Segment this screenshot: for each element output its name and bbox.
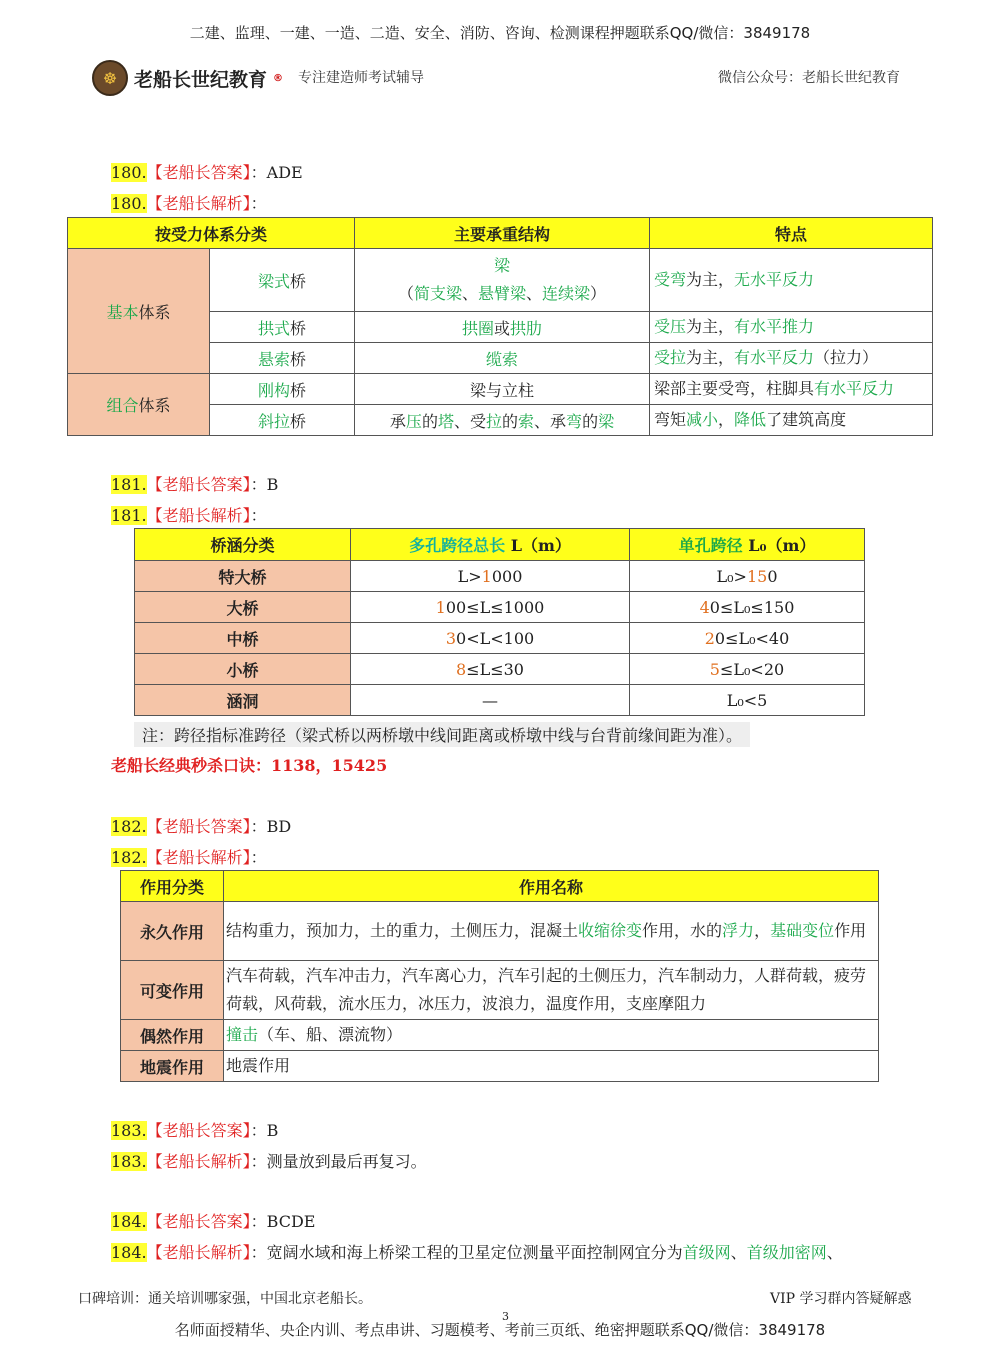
feature <box>650 405 933 436</box>
text-segment: 、受 <box>453 411 486 431</box>
text-segment: ， <box>718 410 735 429</box>
text-segment: 为主， <box>686 348 735 367</box>
highlighted-text: 梁式 <box>257 271 290 291</box>
text-segment: 、 <box>826 1243 843 1262</box>
text-segment: ） <box>590 284 607 303</box>
header-cell: 作用分类 <box>121 871 224 902</box>
page-number: 3 <box>502 1310 509 1323</box>
single-span <box>630 685 865 716</box>
text-segment: L₀<5 <box>726 690 768 710</box>
text-segment: 000 <box>491 566 523 586</box>
highlighted-text: 受压 <box>654 317 687 336</box>
highlighted-text: 拉 <box>485 411 502 431</box>
highlighted-text: 15 <box>746 566 768 586</box>
action-names <box>224 1051 879 1082</box>
highlighted-text: 组合 <box>106 396 139 415</box>
bridge-class: 大桥 <box>135 592 351 623</box>
table-row <box>135 592 865 623</box>
text-segment: （ <box>397 284 414 303</box>
highlighted-text: 无水平反力 <box>734 270 815 289</box>
action-names <box>224 961 879 1020</box>
highlighted-text: 梁 <box>493 256 510 275</box>
highlighted-text: 首级网 <box>682 1243 731 1262</box>
q183-answer: 183.【老船长答案】：B <box>111 1121 279 1140</box>
mnemonic: 老船长经典秒杀口诀：1138，15425 <box>111 756 388 775</box>
header-cell <box>135 529 351 561</box>
text-segment: 梁与立柱 <box>469 380 534 400</box>
bridge-span-table <box>134 528 865 716</box>
text-segment: 作用 <box>834 921 867 940</box>
text-segment: 桥 <box>290 349 307 369</box>
registered-mark: ® <box>273 72 284 84</box>
highlighted-text: 有水平推力 <box>734 317 815 336</box>
bridge-class: 涵洞 <box>135 685 351 716</box>
main-structure <box>355 249 650 312</box>
text-segment: 地震作用 <box>226 1056 291 1075</box>
text-segment: ≤L≤30 <box>466 659 524 679</box>
footer-left: 口碑培训：通关培训哪家强，中国北京老船长。 <box>78 1291 372 1307</box>
single-span <box>630 561 865 592</box>
table-row <box>121 902 879 961</box>
text-segment: 、 <box>461 284 478 303</box>
highlighted-text: 简支梁 <box>413 284 462 303</box>
table-row <box>68 249 933 312</box>
text-segment: 的 <box>582 411 599 431</box>
text-segment: 桥 <box>290 380 307 400</box>
group-combined <box>68 374 210 436</box>
table-row <box>135 654 865 685</box>
action-table <box>120 870 879 1082</box>
header-cell <box>630 529 865 561</box>
q181-analysis: 181.【老船长解析】： <box>111 506 267 525</box>
single-span <box>630 623 865 654</box>
text-segment: L（m） <box>505 536 571 555</box>
highlighted-text: 1 <box>435 597 446 617</box>
text-segment: 梁部主要受弯，柱脚具 <box>654 379 815 398</box>
text-segment: （拉力） <box>814 348 879 367</box>
highlighted-text: 5 <box>709 659 720 679</box>
highlighted-text: 塔 <box>437 411 454 431</box>
text-segment: 0≤L₀≤150 <box>709 597 795 617</box>
bridge-class: 中桥 <box>135 623 351 654</box>
text-segment: 为主， <box>686 270 735 289</box>
main-structure <box>355 343 650 374</box>
wechat-account: 微信公众号：老船长世纪教育 <box>718 70 900 86</box>
table-row <box>121 1020 879 1051</box>
text-segment: （车、船、漂流物） <box>258 1025 403 1044</box>
single-span <box>630 654 865 685</box>
highlighted-text: 减小 <box>686 410 719 429</box>
tagline: 专注建造师考试辅导 <box>298 70 424 86</box>
highlighted-text: 3 <box>445 628 457 648</box>
highlighted-text: 基础变位 <box>770 921 835 940</box>
highlighted-text: 多孔跨径总长 <box>409 536 506 555</box>
action-category: 偶然作用 <box>121 1020 224 1051</box>
bridge-type <box>210 374 355 405</box>
highlighted-text: 拱式 <box>257 318 290 338</box>
total-length <box>351 685 630 716</box>
table-row <box>68 374 933 405</box>
table-row <box>121 1051 879 1082</box>
highlighted-text: 缆索 <box>485 349 518 369</box>
text-segment: 的 <box>421 411 438 431</box>
q180-answer: 180.【老船长答案】：ADE <box>111 163 303 182</box>
text-segment: 弯矩 <box>654 410 687 429</box>
highlighted-text: 压 <box>405 411 422 431</box>
text-segment: 汽车荷载，汽车冲击力，汽车离心力，汽车引起的土侧压力，汽车制动力，人群荷载，疲劳荷载，风荷载，流水压力，冰压力，波浪力，温度作用，支座摩阻力 <box>226 966 867 1013</box>
highlighted-text: 受拉 <box>654 348 687 367</box>
text-segment: 作用，水的 <box>642 921 723 940</box>
text-segment: 桥 <box>290 318 307 338</box>
q181-answer: 181.【老船长答案】：B <box>111 475 279 494</box>
text-segment: 、 <box>730 1243 747 1262</box>
text-segment: 0≤L₀<40 <box>714 628 790 648</box>
text-segment: 为主， <box>686 317 735 336</box>
logo <box>92 60 283 96</box>
text-segment: — <box>482 690 498 710</box>
highlighted-text: 8 <box>456 659 467 679</box>
table-row <box>121 871 879 902</box>
group-basic <box>68 249 210 374</box>
highlighted-text: 刚构 <box>257 380 290 400</box>
feature <box>650 374 933 405</box>
action-names <box>224 902 879 961</box>
main-structure <box>355 374 650 405</box>
q183-analysis: 183.【老船长解析】：测量放到最后再复习。 <box>111 1152 427 1171</box>
text-segment: 结构重力，预加力，土的重力，土侧压力，混凝土 <box>226 921 579 940</box>
highlighted-text: 斜拉 <box>257 411 290 431</box>
highlighted-text: 2 <box>704 628 715 648</box>
text-segment: ：宽阔水域和海上桥梁工程的卫星定位测量平面控制网宜分为 <box>250 1243 683 1262</box>
text-segment: 体系 <box>138 302 171 322</box>
highlighted-text: 有水平反力 <box>814 379 895 398</box>
text-segment: 桥涵分类 <box>210 536 275 555</box>
table-row <box>135 529 865 561</box>
footer-right: VIP 学习群内答疑解惑 <box>770 1291 912 1307</box>
header-cell: 作用名称 <box>224 871 879 902</box>
feature <box>650 343 933 374</box>
text-segment: ， <box>754 921 771 940</box>
text-segment: 、承 <box>534 411 567 431</box>
text-segment: 了建筑高度 <box>766 410 847 429</box>
highlighted-text: 悬臂梁 <box>477 284 526 303</box>
text-segment: L> <box>457 566 482 586</box>
highlighted-text: 浮力 <box>722 921 755 940</box>
table-row <box>135 685 865 716</box>
action-category: 可变作用 <box>121 961 224 1020</box>
highlighted-text: 4 <box>699 597 710 617</box>
highlighted-text: 受弯 <box>654 270 687 289</box>
text-segment: ≤L₀<20 <box>719 659 785 679</box>
highlighted-text: 收缩徐变 <box>578 921 643 940</box>
table-row <box>135 561 865 592</box>
total-length <box>351 623 630 654</box>
span-note: 注：跨径指标准跨径（梁式桥以两桥墩中线间距离或桥墩中线与台背前缘间距为准）。 <box>134 722 750 747</box>
highlighted-text: 有水平反力 <box>734 348 815 367</box>
highlighted-text: 首级加密网 <box>746 1243 827 1262</box>
text-segment: 的 <box>502 411 519 431</box>
bridge-class: 特大桥 <box>135 561 351 592</box>
q182-analysis: 182.【老船长解析】： <box>111 848 267 867</box>
highlighted-text: 单孔跨径 <box>678 536 743 555</box>
q184-answer: 184.【老船长答案】：BCDE <box>111 1212 316 1231</box>
highlighted-text: 基本 <box>106 302 139 322</box>
action-category: 永久作用 <box>121 902 224 961</box>
q184-analysis: 184.【老船长解析】：宽阔水域和海上桥梁工程的卫星定位测量平面控制网宜分为首级网、首级加密网、 <box>111 1243 843 1262</box>
text-segment: 或 <box>493 318 510 338</box>
ship-wheel-logo-icon: ☸ <box>92 60 128 96</box>
bridge-system-table <box>67 217 933 436</box>
single-span <box>630 592 865 623</box>
highlighted-text: 连续梁 <box>542 284 591 303</box>
total-length <box>351 592 630 623</box>
highlighted-text: 索 <box>518 411 535 431</box>
footer-bottom: 名师面授精华、央企内训、考点串讲、习题模考、考前三页纸、绝密押题联系QQ/微信：3849178 <box>174 1321 826 1339</box>
text-segment: L₀> <box>716 566 747 586</box>
text-segment: 00≤L≤1000 <box>445 597 545 617</box>
action-category: 地震作用 <box>121 1051 224 1082</box>
bridge-type <box>210 249 355 312</box>
highlighted-text: 1 <box>481 566 492 586</box>
text-segment: 承 <box>389 411 406 431</box>
header-cell <box>351 529 630 561</box>
bridge-type <box>210 405 355 436</box>
text-segment: L₀（m） <box>742 536 816 555</box>
highlighted-text: 悬索 <box>257 349 290 369</box>
text-segment: 体系 <box>138 396 171 415</box>
highlighted-text: 降低 <box>734 410 767 429</box>
text-segment: 0 <box>767 566 778 586</box>
header-cell: 按受力体系分类 <box>68 218 355 249</box>
highlighted-text: 拱肋 <box>510 318 543 338</box>
highlighted-text: 撞击 <box>226 1025 259 1044</box>
text-segment: 、 <box>526 284 543 303</box>
bridge-type <box>210 343 355 374</box>
highlighted-text: 拱圈 <box>461 318 494 338</box>
highlighted-text: 弯 <box>566 411 583 431</box>
table-row <box>135 623 865 654</box>
bridge-type <box>210 312 355 343</box>
total-length <box>351 561 630 592</box>
text-segment: 桥 <box>290 271 307 291</box>
feature <box>650 249 933 312</box>
top-banner: 二建、监理、一建、一造、二造、安全、消防、咨询、检测课程押题联系QQ/微信：3849178 <box>189 24 811 42</box>
action-names <box>224 1020 879 1051</box>
q182-answer: 182.【老船长答案】：BD <box>111 817 292 836</box>
logo-text: 老船长世纪教育 <box>134 68 268 91</box>
table-row <box>121 961 879 1020</box>
header-cell: 主要承重结构 <box>355 218 650 249</box>
main-structure <box>355 312 650 343</box>
table-row <box>68 218 933 249</box>
feature <box>650 312 933 343</box>
highlighted-text: 梁 <box>598 411 615 431</box>
text-segment: 桥 <box>290 411 307 431</box>
bridge-class: 小桥 <box>135 654 351 685</box>
main-structure <box>355 405 650 436</box>
header-cell: 特点 <box>650 218 933 249</box>
total-length <box>351 654 630 685</box>
q180-analysis: 180.【老船长解析】： <box>111 194 267 213</box>
text-segment: 0<L<100 <box>456 628 535 648</box>
